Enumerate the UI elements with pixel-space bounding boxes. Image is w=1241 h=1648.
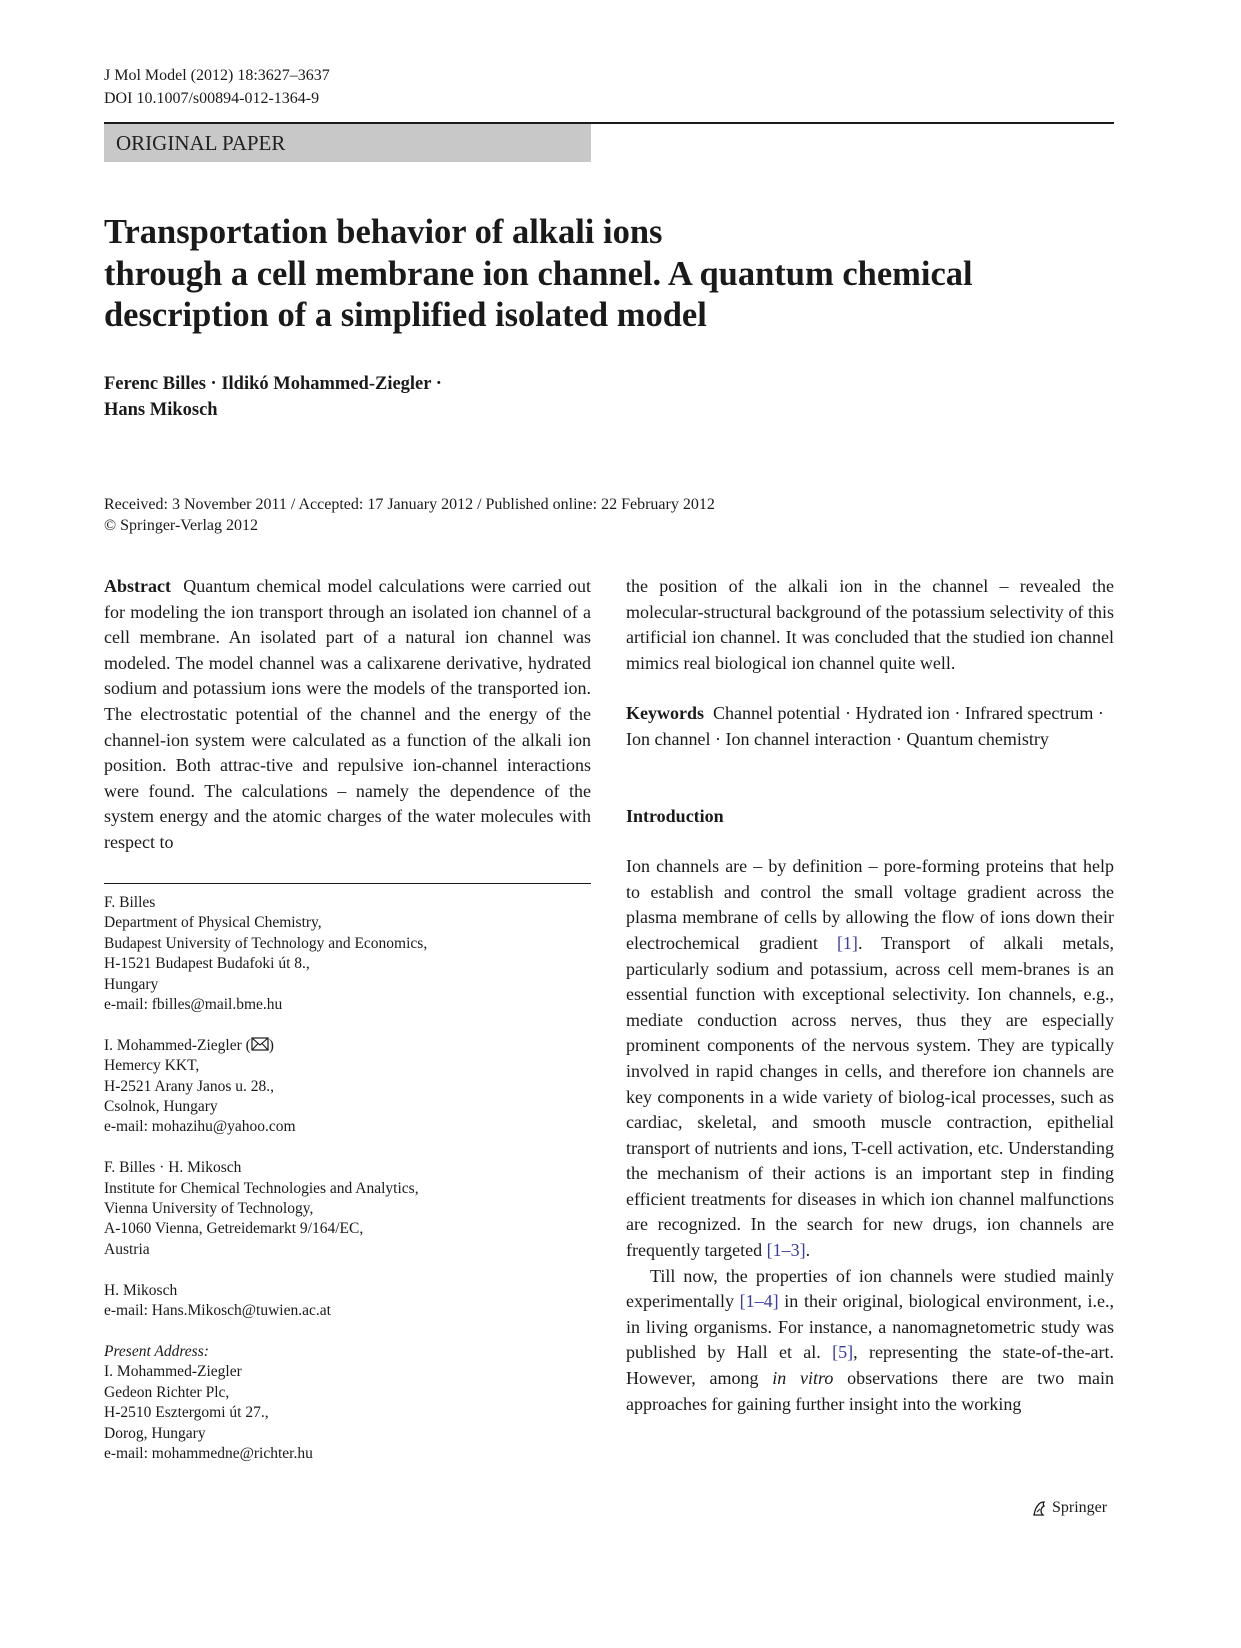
journal-citation: J Mol Model (2012) 18:3627–3637 bbox=[104, 67, 330, 84]
present-address bbox=[104, 1342, 591, 1464]
keywords-label: Keywords bbox=[626, 703, 704, 724]
affiliation-mohammed-ziegler bbox=[104, 1036, 591, 1138]
paragraph-text: observations there are two main approaches for gaining further insight into the working bbox=[626, 1368, 1114, 1414]
author-name-close: ) bbox=[268, 1036, 274, 1054]
paragraph-text: Ion channels are – by definition – pore-forming proteins that help to establish and control the small voltage gradient across the plasma membrane of cells by allowing the flow of ions down their electrochemical gradient bbox=[626, 856, 1114, 953]
affiliation-line: I. Mohammed-Ziegler bbox=[104, 1363, 242, 1381]
affiliation-line: Budapest University of Technology and Economics, bbox=[104, 934, 428, 952]
springer-horse-icon bbox=[1031, 1500, 1048, 1517]
affiliation-line: Hemercy KKT, bbox=[104, 1057, 200, 1075]
affiliation-line: F. Billes bbox=[104, 894, 156, 911]
email-link[interactable]: e-mail: mohazihu@yahoo.com bbox=[104, 1118, 296, 1136]
paragraph-text: . Transport of alkali metals, particularly sodium and potassium, across cell mem-branes is an essential function with exceptional selectivity. Ion channels, e.g., mediate conduction across nerves, thus they are especially prominent components of the nervous system. They are typically involved in rapid changes in cells, and therefore ion channels are key components in a wide variety of biolog-ical processes, such as cardiac, skeletal, and smooth muscle contraction, epithelial transport of nutrients and ions, T-cell activation, etc. Understanding the mechanism of their actions is an important step in finding efficient treatments for diseases in which ion channel malfunctions are recognized. In the search for new drugs, ion channels are frequently targeted bbox=[626, 932, 1114, 1261]
keywords-text: Channel potential · Hydrated ion · Infrared spectrum · Ion channel · Ion channel interaction · Quantum chemistry bbox=[626, 703, 1104, 749]
email-link[interactable]: e-mail: mohammedne@richter.hu bbox=[104, 1444, 313, 1462]
affiliation-line: A-1060 Vienna, Getreidemarkt 9/164/EC, bbox=[104, 1220, 364, 1238]
abstract-text: Quantum chemical model calculations were carried out for modeling the ion transport through an isolated ion channel of a cell membrane. An isolated part of a natural ion channel was modeled. The model channel was a calixarene derivative, hydrated sodium and potassium ions were the models of the transported ion. The electrostatic potential of the channel and the energy of the channel-ion system were calculated as a function of the alkali ion position. Both attrac-tive and repulsive ion-channel interactions were found. The calculations – namely the dependence of the system energy and the atomic charges of the water molecules with respect to bbox=[104, 576, 591, 852]
affiliation-line: H. Mikosch bbox=[104, 1281, 178, 1299]
publisher-name: Springer bbox=[1052, 1499, 1108, 1516]
citation-link[interactable]: [1–4] bbox=[739, 1291, 779, 1312]
affiliation-line: Dorog, Hungary bbox=[104, 1424, 206, 1442]
doi: DOI 10.1007/s00894-012-1364-9 bbox=[104, 90, 320, 107]
journal-header bbox=[104, 64, 330, 110]
affiliation-billes bbox=[104, 893, 591, 1015]
affiliation-line: Hungary bbox=[104, 975, 159, 993]
paragraph-italic: in vitro bbox=[772, 1368, 834, 1389]
title-line: Transportation behavior of alkali ions bbox=[104, 213, 663, 251]
author-list bbox=[104, 371, 442, 423]
paragraph-text: . bbox=[805, 1240, 811, 1261]
citation-link[interactable]: [1–3] bbox=[766, 1240, 806, 1261]
paragraph-text: Till now, the properties of ion channels were studied mainly experimentally bbox=[626, 1265, 1114, 1312]
right-column bbox=[626, 574, 1114, 1417]
affiliation-vienna bbox=[104, 1158, 591, 1260]
affiliation-line: H-2521 Arany Janos u. 28., bbox=[104, 1077, 275, 1095]
intro-paragraph bbox=[626, 1264, 1114, 1418]
abstract-continued: the position of the alkali ion in the channel – revealed the molecular-structural background of the potassium selectivity of this artificial ion channel. It was concluded that the studied ion channel mimics real biological ion channel quite well. bbox=[626, 576, 1114, 673]
publication-dates bbox=[104, 494, 715, 536]
affiliation-line: Csolnok, Hungary bbox=[104, 1098, 218, 1116]
affiliation-line: Gedeon Richter Plc, bbox=[104, 1383, 230, 1401]
affiliations bbox=[104, 893, 591, 1485]
affiliation-line: Department of Physical Chemistry, bbox=[104, 914, 322, 932]
affiliation-line: Institute for Chemical Technologies and Analytics, bbox=[104, 1179, 419, 1197]
paper-title bbox=[104, 212, 1064, 337]
paragraph-text: in their original, biological environment, i.e., in living organisms. For instance, a nanomagnetometric study was published by Hall et al. bbox=[626, 1291, 1114, 1363]
section-heading-introduction: Introduction bbox=[626, 805, 724, 826]
history-dates: Received: 3 November 2011 / Accepted: 17 January 2012 / Published online: 22 February 2012 bbox=[104, 496, 715, 513]
envelope-icon bbox=[251, 1037, 269, 1051]
keywords bbox=[626, 701, 1114, 752]
article-type-badge: ORIGINAL PAPER bbox=[104, 124, 591, 162]
email-link[interactable]: e-mail: Hans.Mikosch@tuwien.ac.at bbox=[104, 1302, 331, 1320]
citation-link[interactable]: [1] bbox=[836, 932, 858, 953]
abstract-left-column bbox=[104, 574, 591, 856]
author-name: I. Mohammed-Ziegler ( bbox=[104, 1036, 251, 1054]
publisher-logo bbox=[1031, 1499, 1107, 1517]
present-address-label: Present Address: bbox=[104, 1342, 209, 1360]
intro-paragraph bbox=[626, 854, 1114, 1264]
author-line: Hans Mikosch bbox=[104, 400, 218, 420]
citation-link[interactable]: [5] bbox=[832, 1342, 854, 1363]
paragraph-text: , representing the state-of-the-art. However, among bbox=[626, 1342, 1115, 1389]
affiliation-line: H-2510 Esztergomi út 27., bbox=[104, 1404, 269, 1422]
title-line: description of a simplified isolated model bbox=[104, 296, 707, 334]
copyright: © Springer-Verlag 2012 bbox=[104, 517, 259, 534]
affiliation-line: Austria bbox=[104, 1240, 150, 1258]
abstract bbox=[104, 574, 591, 856]
author-line: Ferenc Billes · Ildikó Mohammed-Ziegler · bbox=[104, 374, 442, 394]
footnote-rule bbox=[104, 883, 591, 884]
abstract-label: Abstract bbox=[104, 576, 171, 596]
title-line: through a cell membrane ion channel. A quantum chemical bbox=[104, 254, 973, 293]
email-link[interactable]: e-mail: fbilles@mail.bme.hu bbox=[104, 996, 283, 1014]
affiliation-line: F. Billes · H. Mikosch bbox=[104, 1159, 242, 1177]
affiliation-mikosch bbox=[104, 1281, 591, 1322]
affiliation-line bbox=[104, 1036, 591, 1056]
affiliation-line: Vienna University of Technology, bbox=[104, 1200, 314, 1218]
affiliation-line: H-1521 Budapest Budafoki út 8., bbox=[104, 955, 310, 973]
